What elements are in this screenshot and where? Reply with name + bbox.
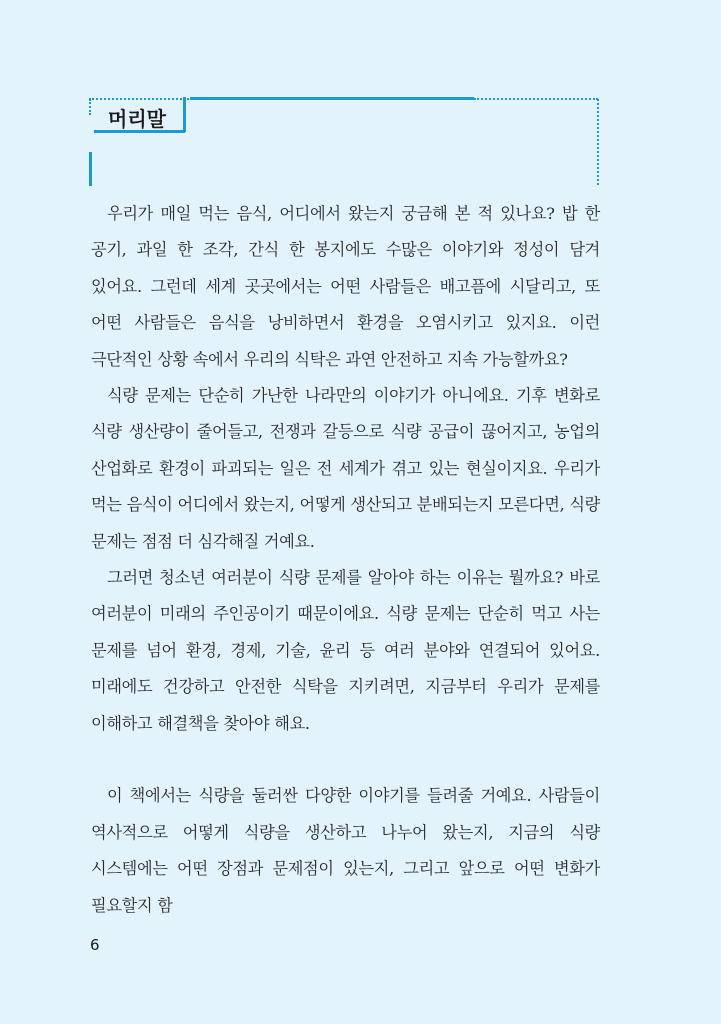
header-left-vertical-bar (89, 152, 92, 186)
paragraph-2: 식량 문제는 단순히 가난한 나라만의 이야기가 아니에요. 기후 변화로 식량 생산량이 줄어들고, 전쟁과 갈등으로 식량 공급이 끊어지고, 농업의 산업화로 환경이 파괴되는 일은 전 세계가 겪고 있는 현실이지요. 우리가 먹는 음식이 어디에서 왔는지, 어떻게 생산되고 분배되는지 모른다면, 식량 문제는 점점 더 심각해질 거예요. (91, 386, 600, 551)
paragraph-4: 이 책에서는 식량을 둘러싼 다양한 이야기를 들려줄 거예요. 사람들이 역사적으로 어떻게 식량을 생산하고 나누어 왔는지, 지금의 식량 시스템에는 어떤 장점과 문제점이 있는지, 그리고 앞으로 어떤 변화가 필요할지 함 (91, 786, 600, 915)
header-dotted-rule-left-vertical (89, 99, 91, 115)
body-text (91, 196, 600, 924)
header-solid-rule (190, 97, 474, 100)
section-header (0, 0, 721, 200)
page-title: 머리말 (108, 107, 166, 131)
paragraph-1: 우리가 매일 먹는 음식, 어디에서 왔는지 궁금해 본 적 있나요? 밥 한 공기, 과일 한 조각, 간식 한 봉지에도 수많은 이야기와 정성이 담겨 있어요. 그런데 세계 곳곳에서는 어떤 사람들은 배고픔에 시달리고, 또 어떤 사람들은 음식을 낭비하면서 환경을 오염시키고 있지요. 이런 극단적인 상황 속에서 우리의 식탁은 과연 안전하고 지속 가능할까요? (91, 204, 600, 369)
title-box (94, 100, 184, 132)
paragraph-3: 그러면 청소년 여러분이 식량 문제를 알아야 하는 이유는 뭘까요? 바로 여러분이 미래의 주인공이기 때문이에요. 식량 문제는 단순히 먹고 사는 문제를 넘어 환경, 경제, 기술, 윤리 등 여러 분야와 연결되어 있어요. 미래에도 건강하고 안전한 식탁을 지키려면, 지금부터 우리가 문제를 이해하고 해결책을 찾아야 해요. (91, 568, 600, 733)
page-number: 6 (90, 936, 100, 954)
header-dotted-rule-right (474, 98, 598, 100)
header-dotted-rule-vertical (597, 99, 599, 185)
